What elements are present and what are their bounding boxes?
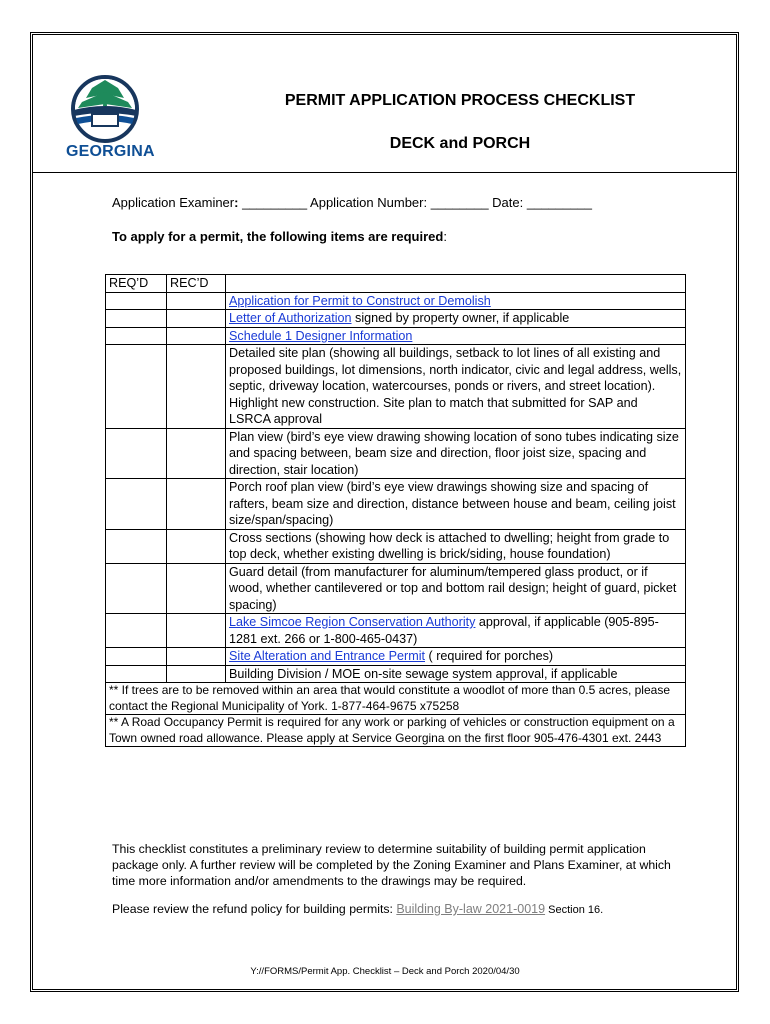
header-divider bbox=[33, 172, 736, 173]
item-cell bbox=[226, 563, 686, 614]
column-header-item bbox=[226, 275, 686, 293]
refund-prefix: Please review the refund policy for building permits: bbox=[112, 902, 397, 916]
note-row-road bbox=[106, 715, 686, 747]
item-text: Porch roof plan view (bird’s eye view drawings showing size and spacing of rafters, beam size and direction, distance between house and beam, ceiling joist size/span/spacing) bbox=[229, 480, 676, 527]
item-cell bbox=[226, 428, 686, 479]
page-subtitle: DECK and PORCH bbox=[389, 135, 531, 152]
application-permit-link[interactable]: Application for Permit to Construct or Demolish bbox=[229, 293, 491, 308]
note-trees: ** If trees are to be removed within an area that would constitute a woodlot of more than 0.5 acres, please contact the Regional Municipality of York. 1-877-464-9675 x75258 bbox=[106, 683, 686, 715]
examiner-colon: : bbox=[234, 195, 239, 210]
page-title: PERMIT APPLICATION PROCESS CHECKLIST bbox=[284, 92, 636, 109]
item-cell bbox=[226, 327, 686, 345]
footer-path: Y://FORMS/Permit App. Checklist – Deck and Porch 2020/04/30 bbox=[250, 966, 520, 977]
note-road-occupancy: ** A Road Occupancy Permit is required for any work or parking of vehicles or construction equipment on a Town owned road allowance. Please apply at Service Georgina on the first floor 905-476-4301 ext. 2443 bbox=[106, 715, 686, 747]
table-row bbox=[106, 479, 686, 530]
recd-checkbox[interactable] bbox=[167, 479, 226, 530]
item-text: approval, if applicable (905-895-1281 ext. 266 or 1-800-465-0437) bbox=[229, 615, 659, 646]
item-text: Guard detail (from manufacturer for aluminum/tempered glass product, or if wood, whether cantilevered or top and bottom rail design; height of guard, picket spacing) bbox=[229, 564, 677, 612]
application-number-label: Application Number: ________ bbox=[310, 195, 493, 210]
reqd-checkbox[interactable] bbox=[106, 327, 167, 345]
item-cell bbox=[226, 345, 686, 429]
item-text: ( required for porches) bbox=[425, 649, 554, 663]
date-label: Date: _________ bbox=[492, 195, 592, 210]
recd-checkbox[interactable] bbox=[167, 665, 226, 683]
reqd-checkbox[interactable] bbox=[106, 310, 167, 328]
recd-checkbox[interactable] bbox=[167, 614, 226, 648]
item-text: Cross sections (showing how deck is attached to dwelling; height from grade to top deck, whether existing dwelling is brick/siding, house foundation) bbox=[229, 530, 670, 561]
table-row bbox=[106, 614, 686, 648]
item-cell bbox=[226, 310, 686, 328]
item-cell bbox=[226, 648, 686, 666]
recd-checkbox[interactable] bbox=[167, 529, 226, 563]
requirements-heading-colon: : bbox=[443, 229, 447, 244]
reqd-checkbox[interactable] bbox=[106, 428, 167, 479]
table-row bbox=[106, 327, 686, 345]
reqd-checkbox[interactable] bbox=[106, 529, 167, 563]
item-text: Detailed site plan (showing all buildings, setback to lot lines of all existing and proposed buildings, lot dimensions, north indicator, civic and legal address, wells, septic, driveway location, watercourses, ponds or rivers, and street location). Highlight new construction. Site plan to match that submitted for SAP and LSRCA approval bbox=[229, 346, 682, 426]
table-row bbox=[106, 648, 686, 666]
recd-checkbox[interactable] bbox=[167, 345, 226, 429]
checklist-table bbox=[105, 274, 686, 747]
table-row bbox=[106, 665, 686, 683]
examiner-label: Application Examiner bbox=[112, 195, 235, 210]
recd-checkbox[interactable] bbox=[167, 292, 226, 310]
schedule-1-link[interactable]: Schedule 1 Designer Information bbox=[229, 328, 413, 343]
refund-suffix: Section 16. bbox=[545, 904, 604, 916]
column-header-reqd: REQ’D bbox=[106, 275, 167, 293]
recd-checkbox[interactable] bbox=[167, 648, 226, 666]
item-text: Plan view (bird’s eye view drawing showing location of sono tubes indicating size and spacing between, beam size and direction, floor joist size, spacing and direction, stair location) bbox=[229, 429, 679, 477]
recd-checkbox[interactable] bbox=[167, 327, 226, 345]
requirements-heading-text: To apply for a permit, the following items are required bbox=[112, 229, 444, 244]
table-row bbox=[106, 310, 686, 328]
examiner-line bbox=[112, 195, 592, 210]
reqd-checkbox[interactable] bbox=[106, 665, 167, 683]
reqd-checkbox[interactable] bbox=[106, 563, 167, 614]
examiner-blank: _________ bbox=[238, 195, 311, 210]
lsrca-link[interactable]: Lake Simcoe Region Conservation Authority bbox=[229, 615, 476, 629]
note-row-trees bbox=[106, 683, 686, 715]
item-text: signed by property owner, if applicable bbox=[351, 311, 570, 325]
refund-policy-paragraph bbox=[112, 901, 672, 918]
table-row bbox=[106, 563, 686, 614]
item-cell bbox=[226, 479, 686, 530]
requirements-heading bbox=[112, 229, 447, 244]
reqd-checkbox[interactable] bbox=[106, 648, 167, 666]
table-row bbox=[106, 529, 686, 563]
item-text: Building Division / MOE on-site sewage system approval, if applicable bbox=[229, 666, 618, 681]
item-cell bbox=[226, 529, 686, 563]
letter-authorization-link[interactable]: Letter of Authorization bbox=[229, 311, 352, 325]
building-bylaw-link[interactable]: Building By-law 2021-0019 bbox=[396, 902, 546, 916]
column-header-recd: REC’D bbox=[167, 275, 226, 293]
site-alteration-link[interactable]: Site Alteration and Entrance Permit bbox=[229, 649, 426, 663]
reqd-checkbox[interactable] bbox=[106, 292, 167, 310]
item-cell bbox=[226, 292, 686, 310]
item-cell bbox=[226, 614, 686, 648]
table-header-row bbox=[106, 275, 686, 293]
table-row bbox=[106, 292, 686, 310]
georgina-logo-text: GEORGINA bbox=[66, 143, 155, 160]
table-row bbox=[106, 345, 686, 429]
recd-checkbox[interactable] bbox=[167, 428, 226, 479]
recd-checkbox[interactable] bbox=[167, 563, 226, 614]
item-cell bbox=[226, 665, 686, 683]
disclaimer-paragraph: This checklist constitutes a preliminary review to determine suitability of building permit application package only. A further review will be completed by the Zoning Examiner and Plans Examiner, at which time more information and/or amendments to the drawings may be required. bbox=[112, 842, 671, 888]
recd-checkbox[interactable] bbox=[167, 310, 226, 328]
table-row bbox=[106, 428, 686, 479]
reqd-checkbox[interactable] bbox=[106, 614, 167, 648]
reqd-checkbox[interactable] bbox=[106, 345, 167, 429]
reqd-checkbox[interactable] bbox=[106, 479, 167, 530]
